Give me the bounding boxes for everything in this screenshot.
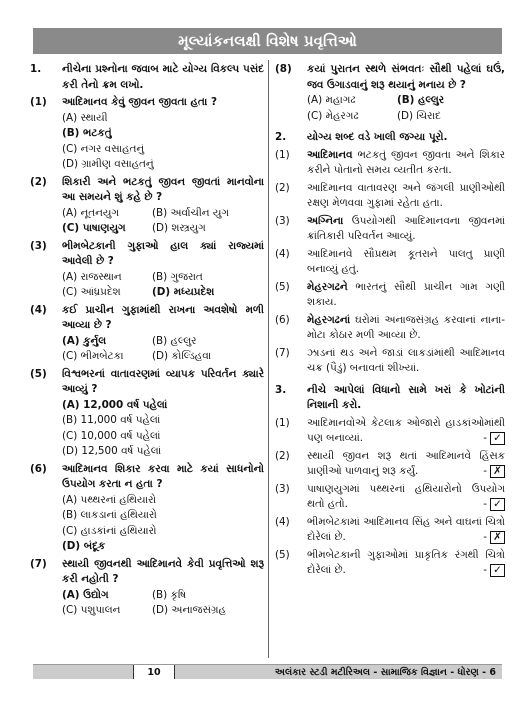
- item-text: ઝાડનાં થડ અને જાડાં લાકડાંમાંથી આદિમાનવ ચક્ર (પૈડું) બનાવતાં શીખ્યાં.: [307, 346, 505, 374]
- option-a: (A) સ્થાયી: [62, 111, 108, 124]
- question-text: ભીમબેટકાની ગુફાઓ હાલ ક્યાં રાજ્યમાં આવેલી છે ?: [62, 239, 264, 267]
- options-grid: [30, 270, 264, 301]
- option-b: (B) કૃષિ: [152, 588, 187, 601]
- option-b: (B) 11,000 વર્ષ પહેલાં: [62, 414, 161, 426]
- page-footer: [33, 664, 502, 679]
- option-c: (C) હાડકાંનાં હથિયારો: [62, 524, 157, 537]
- options-grid: [30, 206, 264, 237]
- column-divider: [268, 60, 269, 658]
- item-text: અગ્નિના ઉપયોગથી આદિમાનવના જીવનમાં ક્રાંતિકારી પરિવર્તન આવ્યું.: [307, 214, 505, 242]
- answer-mark: - ✓: [483, 431, 505, 447]
- option-c: (C) પાષાણયુગ: [62, 222, 126, 234]
- fill-item: [275, 346, 505, 377]
- item-number: (1): [275, 416, 290, 429]
- item-number: (6): [275, 313, 290, 326]
- tf-item: [275, 515, 505, 546]
- question-number: (6): [30, 462, 47, 475]
- item-number: (2): [275, 181, 290, 194]
- mcq-question: [30, 175, 264, 206]
- cross-icon: ✗: [490, 531, 505, 544]
- question-text: સ્થાયી જીવનથી આદિમાનવે કેવી પ્રવૃત્તિઓ શરૂ કરી નહોતી ?: [62, 557, 264, 585]
- item-number: (5): [275, 548, 290, 561]
- answer-mark: - ✗: [483, 530, 505, 546]
- page-header: [33, 28, 502, 54]
- mcq-question: [30, 367, 264, 398]
- option-b: (B) અર્વાચીન યુગ: [152, 206, 229, 219]
- left-column: [30, 60, 264, 619]
- option-a: (A) કુર્નુલ: [62, 334, 107, 347]
- section-2-heading: 2. યોગ્ય શબ્દ વડે ખાલી જગ્યા પૂરો.: [275, 131, 448, 143]
- item-text: આદિમાનવ ભટકતું જીવન જીવતા અને શિકાર કરીને પોતાનો સમય વ્યતીત કરતા.: [307, 148, 505, 176]
- option-a: (A) નૂતનયુગ: [62, 206, 119, 219]
- option-d: (D) મધ્યપ્રદેશ: [152, 286, 215, 298]
- answer-mark: - ✗: [483, 464, 505, 480]
- question-number: (3): [30, 239, 47, 252]
- tf-item: [275, 449, 505, 480]
- option-a: (A) રાજસ્થાન: [62, 270, 122, 283]
- question-number: (2): [30, 175, 47, 188]
- option-b: (B) ગુજરાત: [152, 270, 203, 283]
- tf-item: [275, 548, 505, 579]
- mcq-list: [30, 95, 264, 619]
- fill-item: [275, 247, 505, 278]
- item-number: (2): [275, 449, 290, 462]
- item-text: સ્થાયી જીવન શરૂ થતાં આદિમાનવે હિંસક પ્રાણીઓ પાળવાનું શરૂ કર્યું. - ✗: [307, 449, 505, 480]
- question-text: આદિમાનવ કેવું જીવન જીવતા હતા ?: [62, 96, 217, 108]
- option-d: (D) બંદૂક: [62, 540, 106, 552]
- question-text: આદિમાનવ શિકાર કરવા માટે કયાં સાધનોનો ઉપયોગ કરતા ન હતા ?: [62, 462, 264, 490]
- page-number: 10: [133, 665, 175, 679]
- check-icon: ✓: [490, 498, 505, 511]
- fill-item: [275, 148, 505, 179]
- answer-mark: - ✓: [483, 497, 505, 513]
- answer-word: આદિમાનવ: [307, 148, 353, 161]
- option-b: (B) હલ્લુર: [152, 334, 197, 347]
- option-d: (D) 12,500 વર્ષ પહેલાં: [62, 445, 162, 457]
- question-8-options: (A) મહાગઢ (B) હલ્લુર (C) મેહરગઢ (D) ચિરાદ: [307, 94, 445, 122]
- tf-item: [275, 416, 505, 447]
- option-d: (D) ગ્રામીણ વસાહતનું: [62, 158, 154, 170]
- options-grid: [30, 334, 264, 365]
- item-number: (7): [275, 346, 290, 359]
- question-number: (7): [30, 557, 47, 570]
- fill-blank-list: [275, 148, 505, 377]
- fill-item: [275, 181, 505, 212]
- option-a: (A) પથ્થરનાં હથિયારો: [62, 493, 157, 506]
- tf-item: [275, 482, 505, 513]
- question-number: (5): [30, 367, 47, 380]
- question-number: (4): [30, 303, 47, 316]
- item-number: (4): [275, 247, 290, 260]
- option-c: (C) ભીમબેટકા: [62, 350, 124, 362]
- option-c: (C) આંધ્રપ્રદેશ: [62, 286, 121, 298]
- fill-item: [275, 214, 505, 245]
- question-text: કઈ પ્રાચીન ગુફામાંથી રાખના અવશેષો મળી આવ્યા છે ?: [62, 303, 264, 331]
- option-c: (C) પશુપાલન: [62, 604, 121, 616]
- question-number: (1): [30, 96, 47, 108]
- option-d: (D) અનાજસંગ્રહ: [152, 604, 226, 616]
- option-b: (B) ભટકતું: [62, 127, 112, 139]
- check-icon: ✓: [490, 432, 505, 445]
- mcq-question: [30, 462, 264, 493]
- item-text: આદિમાનવે સૌપ્રથમ કૂતરાને પાલતુ પ્રાણી બનાવ્યું હતું.: [307, 247, 505, 275]
- options-grid: [30, 588, 264, 619]
- question-text: વિશ્વભરનાં વાતાવરણમાં વ્યાપક પરિવર્તન ક્યારે આવ્યું ?: [62, 367, 264, 395]
- answer-word: અગ્નિના: [307, 214, 344, 227]
- option-a: (A) 12,000 વર્ષ પહેલાં: [62, 398, 168, 411]
- item-text: પાષાણયુગમાં પથ્થરનાં હથિયારોનો ઉપયોગ થતો હતો. - ✓: [307, 482, 505, 513]
- true-false-list: [275, 416, 505, 579]
- item-text: મેહરગઢનાં ઘરોમાં અનાજસંગ્રહ કરવાનાં નાના-મોટા કોઠાર મળી આવ્યા છે.: [307, 313, 505, 341]
- section-3-heading: 3. નીચે આપેલાં વિધાનો સામે ખરાં કે ખોટાંની નિશાની કરો.: [275, 383, 505, 411]
- item-number: (5): [275, 280, 290, 293]
- item-number: (3): [275, 214, 290, 227]
- question-8: (8) કયાં પુરાતન સ્થળે સંભવતઃ સૌથી પહેલાં ઘઉં, જવ ઉગાડવાનું શરૂ થયાનું મનાય છે ?: [275, 63, 505, 91]
- footer-text: અલંકાર સ્ટડી મટીરિઅલ - સામાજિક વિજ્ઞાન - ધોરણ - 6: [274, 666, 496, 678]
- right-column: [275, 60, 505, 579]
- item-number: (4): [275, 515, 290, 528]
- answer-word: મેહરગઢનાં: [307, 313, 351, 326]
- item-text: ભીમબેટકાની ગુફાઓમાં પ્રાકૃતિક રંગથી ચિત્રો દોરેલાં છે. - ✓: [307, 548, 505, 579]
- mcq-question: [30, 95, 264, 111]
- option-d: (D) કોલ્ડિહવા: [152, 350, 212, 362]
- item-text: આદિમાનવ વાતાવરણ અને જંગલી પ્રાણીઓથી રક્ષણ મેળવવા ગુફામાં રહેતા હતા.: [307, 181, 505, 209]
- option-a: (A) ઉદ્યોગ: [62, 588, 109, 601]
- answer-word: મેહરગઢને: [307, 280, 348, 293]
- option-d: (D) શસ્ત્રયુગ: [152, 222, 206, 234]
- header-title: મૂલ્યાંકનલક્ષી વિશેષ પ્રવૃત્તિઓ: [178, 32, 357, 50]
- option-c: (C) નગર વસાહતનું: [62, 142, 145, 155]
- fill-item: [275, 313, 505, 344]
- mcq-question: [30, 239, 264, 270]
- item-text: ભીમબેટકામાં આદિમાનવ સિંહ અને વાઘનાં ચિત્રો દોરેલાં છે. - ✗: [307, 515, 505, 546]
- item-text: આદિમાનવોએ કેટલાક ઓજારો હાડકાંઓમાંથી પણ બનાવ્યાં. - ✓: [307, 416, 505, 447]
- item-text: મેહરગઢને ભારતનું સૌથી પ્રાચીન ગામ ગણી શકાય.: [307, 280, 505, 308]
- fill-item: [275, 280, 505, 311]
- answer-mark: - ✓: [483, 563, 505, 579]
- section-1-heading: 1. નીચેના પ્રશ્નોના જવાબ માટે યોગ્ય વિકલ્પ પસંદ કરી તેનો ક્રમ લખો.: [30, 63, 264, 91]
- mcq-question: [30, 557, 264, 588]
- option-b: (B) લાકડાનાં હથિયારો: [62, 509, 157, 521]
- item-number: (1): [275, 148, 290, 161]
- item-number: (3): [275, 482, 290, 495]
- mcq-question: [30, 303, 264, 334]
- option-c: (C) 10,000 વર્ષ પહેલાં: [62, 429, 161, 442]
- check-icon: ✓: [490, 564, 505, 577]
- question-text: શિકારી અને ભટકતું જીવન જીવતાં માનવોના આ સમયને શું કહે છે ?: [62, 175, 264, 203]
- cross-icon: ✗: [490, 465, 505, 478]
